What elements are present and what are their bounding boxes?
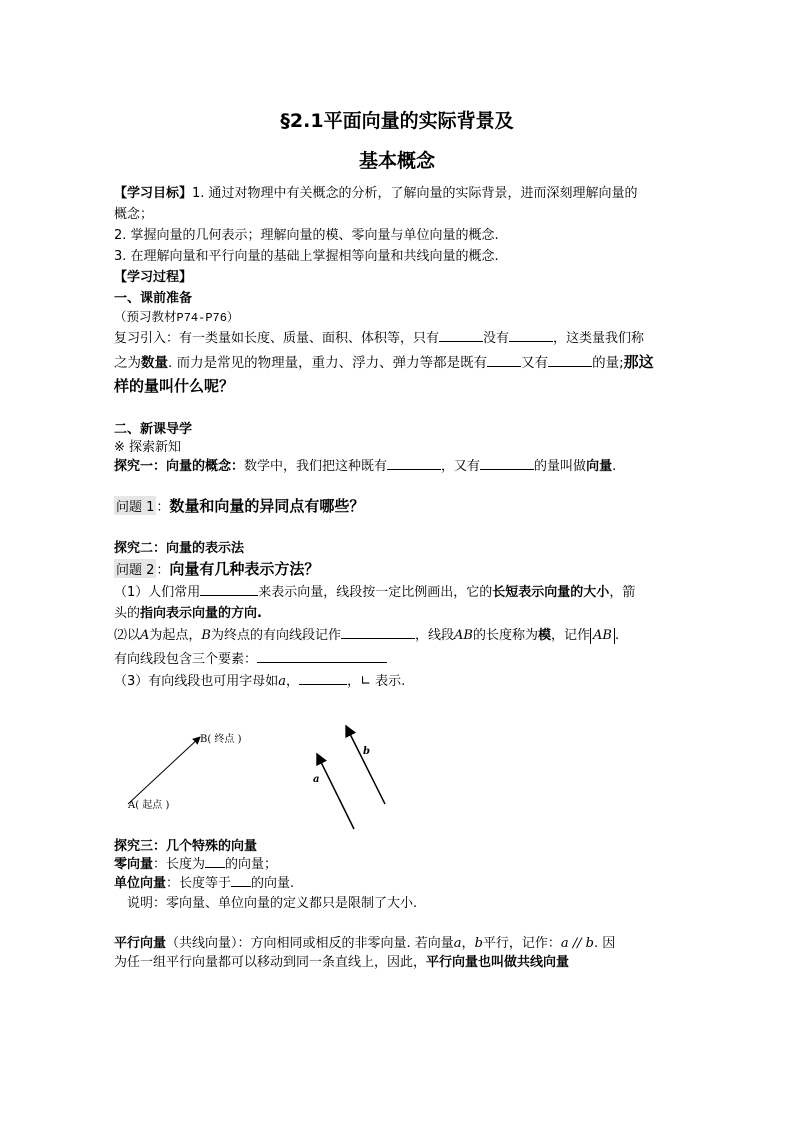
goal-line-1 (114, 182, 638, 201)
goal-line-1b: 概念； (114, 207, 154, 222)
blank[interactable] (548, 354, 592, 367)
process-heading: 【学习过程】 (114, 270, 193, 285)
review-line-1: 复习引入：有一类量如长度、质量、面积、体积等，只有 没有 ，这类量我们称 (114, 331, 645, 346)
explore-label: ※ 探索新知 (114, 440, 182, 455)
blank[interactable] (439, 329, 483, 342)
goal-item-1: 1. 通过对物理中有关概念的分析，了解向量的实际背景，进而深刻理解向量的 (192, 186, 638, 201)
goal-item-3: 3. 在理解向量和平行向量的基础上掌握相等向量和共线向量的概念. (114, 249, 499, 264)
unit-vector-line: 单位向量：长度等于 的向量. (114, 876, 295, 891)
magnitude-notation: AB (590, 628, 615, 644)
title-line-1: §2.1平面向量的实际背景及 (280, 110, 514, 132)
vector-figure (114, 712, 414, 838)
p3-line: （3）有向线段也可用字母如a， ，∟ 表示. (114, 674, 406, 689)
zero-vector-line: 零向量：长度为 的向量； (114, 857, 278, 872)
new-lesson-heading: 二、新课导学 (114, 422, 193, 437)
special-heading: 探究三：几个特殊的向量 (114, 839, 258, 854)
problem-2: 问题 2 ：向量有几种表示方法？ (116, 560, 320, 578)
p2-line-1: ⑵以A为起点，B为终点的有向线段记作 ，线段AB的长度称为模，记作 AB . (114, 628, 620, 643)
vector-a-label: a (313, 774, 320, 785)
blank[interactable] (509, 329, 553, 342)
parallel-notation: a // b (560, 936, 595, 951)
segment-ab (128, 737, 200, 804)
label-b-endpoint: B( 终点 ) (200, 734, 242, 745)
blank[interactable] (480, 457, 534, 470)
note-line: 说明：零向量、单位向量的定义都只是限制了大小. (127, 896, 418, 911)
vector-b-arrow (346, 726, 385, 804)
p2-line-2: 有向线段包含三个要素： (114, 648, 387, 667)
blank[interactable] (299, 672, 347, 685)
prep-heading: 一、课前准备 (114, 291, 193, 306)
problem-1: 问题 1 ：数量和向量的异同点有哪些？ (116, 497, 365, 515)
blank[interactable] (341, 626, 415, 639)
label-a-startpoint: A( 起点 ) (128, 800, 170, 811)
vector-b-label: b (363, 746, 370, 757)
q2-heading: 探究二：向量的表示法 (114, 541, 245, 556)
blank[interactable] (257, 650, 387, 663)
blank[interactable] (487, 354, 521, 367)
p1-line-2: 头的指向表示向量的方向. (114, 606, 262, 621)
parallel-line-1: 平行向量（共线向量）：方向相同或相反的非零向量. 若向量a，b平行，记作：a // b. 因 (114, 936, 616, 951)
vector-a-arrow (317, 754, 354, 829)
blank[interactable] (231, 874, 251, 887)
blank[interactable] (200, 583, 258, 596)
goals-heading: 【学习目标】 (114, 186, 193, 201)
blank[interactable] (387, 457, 441, 470)
blank[interactable] (205, 855, 225, 868)
review-line-3: 样的量叫什么呢？ (114, 377, 235, 395)
parallel-line-2: 为任一组平行向量都可以移动到同一条直线上，因此，平行向量也叫做共线向量 (114, 955, 570, 970)
textbook-pages: P74-P76） (176, 311, 239, 325)
title-line-2: 基本概念 (358, 150, 435, 172)
review-line-2: 之为数量. 而力是常见的物理量，重力、浮力、弹力等都是既有 又有 的量;那这 (114, 353, 654, 371)
goal-item-2: 2. 掌握向量的几何表示；理解向量的模、零向量与单位向量的概念. (114, 228, 499, 243)
q1-line: 探究一：向量的概念：数学中，我们把这种既有 ，又有 的量叫做向量. (114, 459, 617, 474)
textbook-ref: （预习教材P74-P76） (114, 309, 239, 325)
p1-line-1: （1）人们常用 来表示向量，线段按一定比例画出，它的长短表示向量的大小，箭 (114, 585, 636, 600)
